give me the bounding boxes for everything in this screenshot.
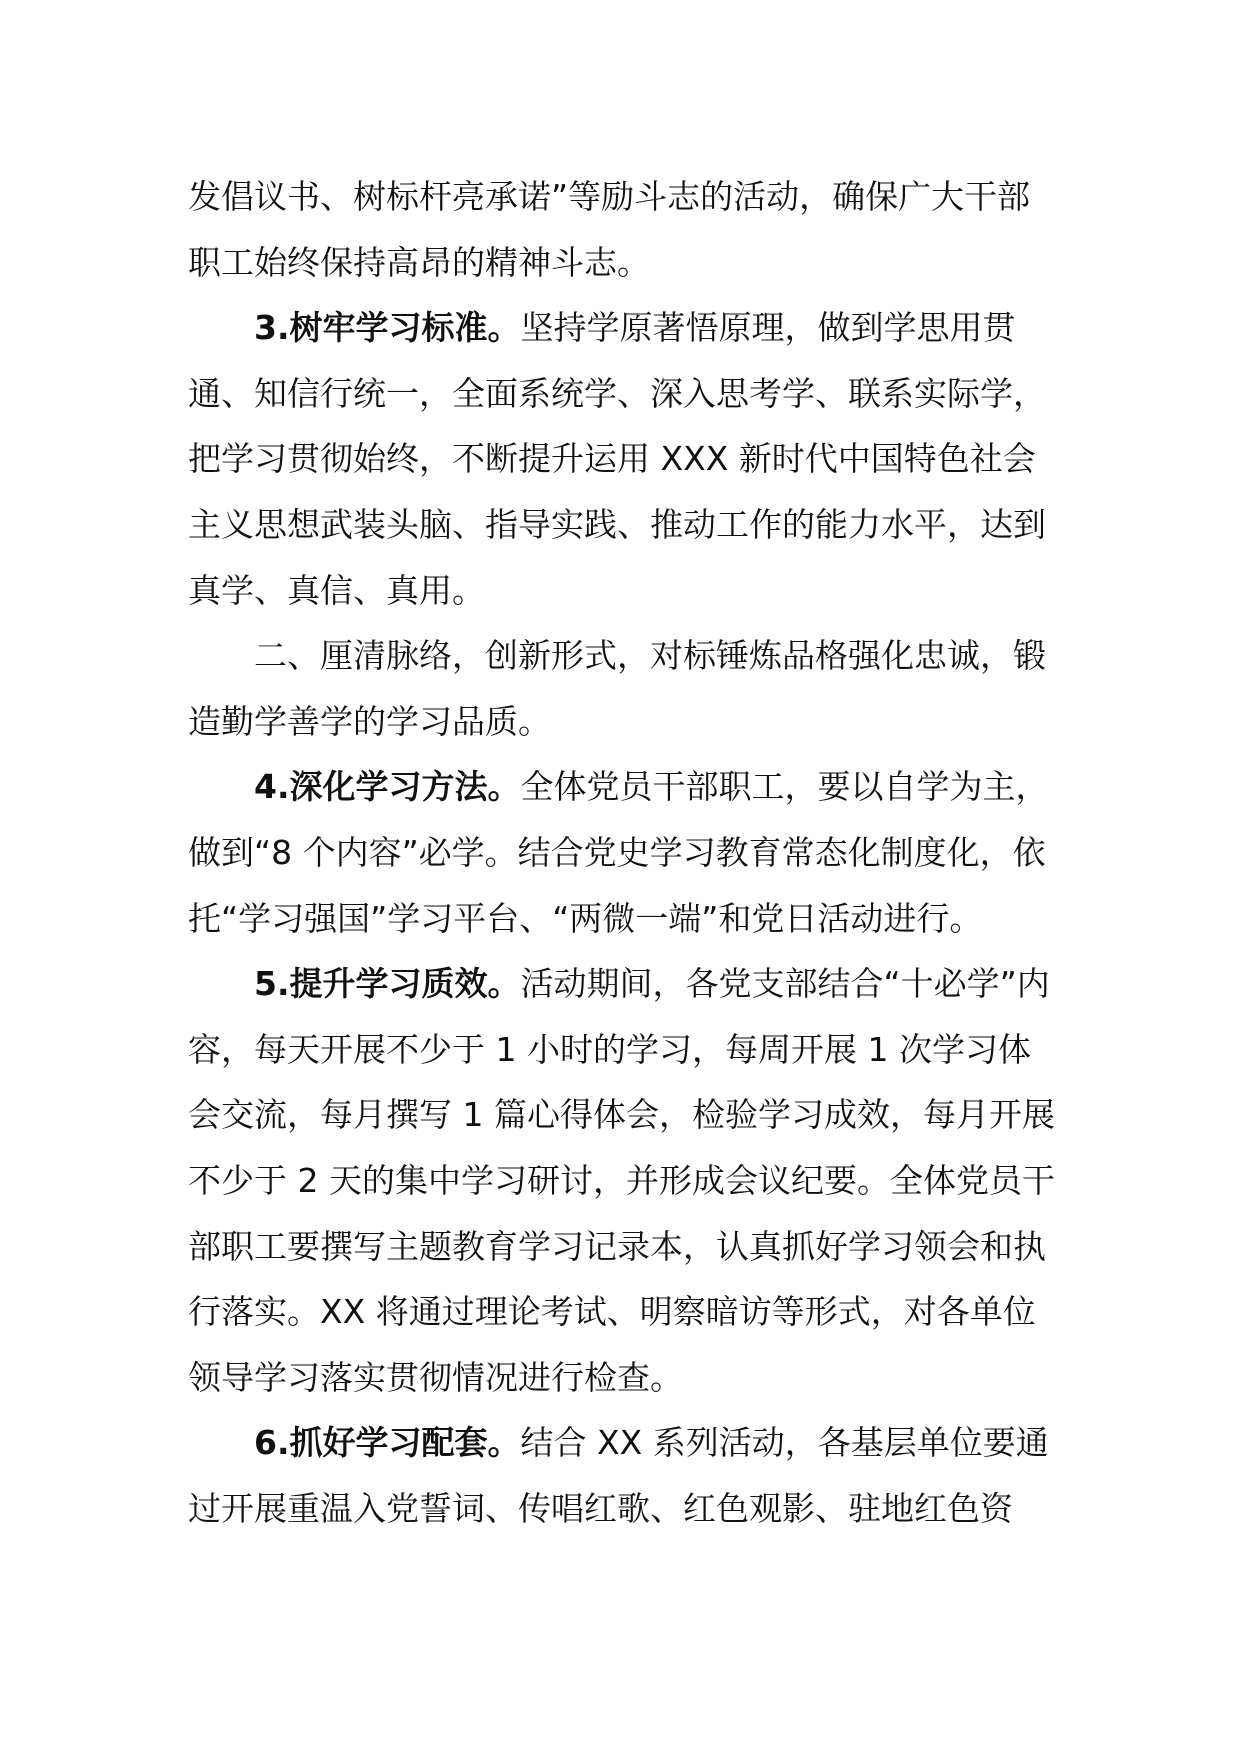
paragraph-text: 二、厘清脉络，创新形式，对标锤炼品格强化忠诚，锻造勤学善学的学习品质。 xyxy=(188,636,1046,741)
paragraph-heading: 5.提升学习质效。 xyxy=(254,964,521,1004)
section-heading-2 xyxy=(188,623,1058,754)
paragraph-text: 活动期间，各党支部结合“十必学”内容，每天开展不少于 1 小时的学习，每周开展 1 次学习体会交流，每月撰写 1 篇心得体会，检验学习成效，每月开展不少于 2 天的集中学习研讨，并形成会议纪要。全体党员干部职工要撰写主题教育学习记录本，认真抓好学习领会和执行落实。XX 将通过理论考试、明察暗访等形式，对各单位领导学习落实贯彻情况进行检查。 xyxy=(188,964,1055,1397)
document-body xyxy=(188,164,1058,1541)
paragraph-item-3 xyxy=(188,295,1058,623)
paragraph-heading: 4.深化学习方法。 xyxy=(254,767,521,807)
paragraph-item-4 xyxy=(188,754,1058,951)
paragraph-text: 全体党员干部职工，要以自学为主，做到“8 个内容”必学。结合党史学习教育常态化制度化，依托“学习强国”学习平台、“两微一端”和党日活动进行。 xyxy=(188,767,1049,938)
paragraph-item-5 xyxy=(188,951,1058,1410)
paragraph-text: 发倡议书、树标杆亮承诺”等励斗志的活动，确保广大干部职工始终保持高昂的精神斗志。 xyxy=(188,177,1031,282)
paragraph-text: 结合 XX 系列活动，各基层单位要通过开展重温入党誓词、传唱红歌、红色观影、驻地红色资 xyxy=(188,1423,1049,1528)
paragraph-heading: 6.抓好学习配套。 xyxy=(254,1423,521,1463)
paragraph-continuation xyxy=(188,164,1058,295)
paragraph-item-6 xyxy=(188,1410,1058,1541)
paragraph-text: 坚持学原著悟原理，做到学思用贯通、知信行统一，全面系统学、深入思考学、联系实际学，把学习贯彻始终，不断提升运用 XXX 新时代中国特色社会主义思想武装头脑、指导实践、推动工作的能力水平，达到真学、真信、真用。 xyxy=(188,308,1046,610)
paragraph-heading: 3.树牢学习标准。 xyxy=(254,308,521,348)
